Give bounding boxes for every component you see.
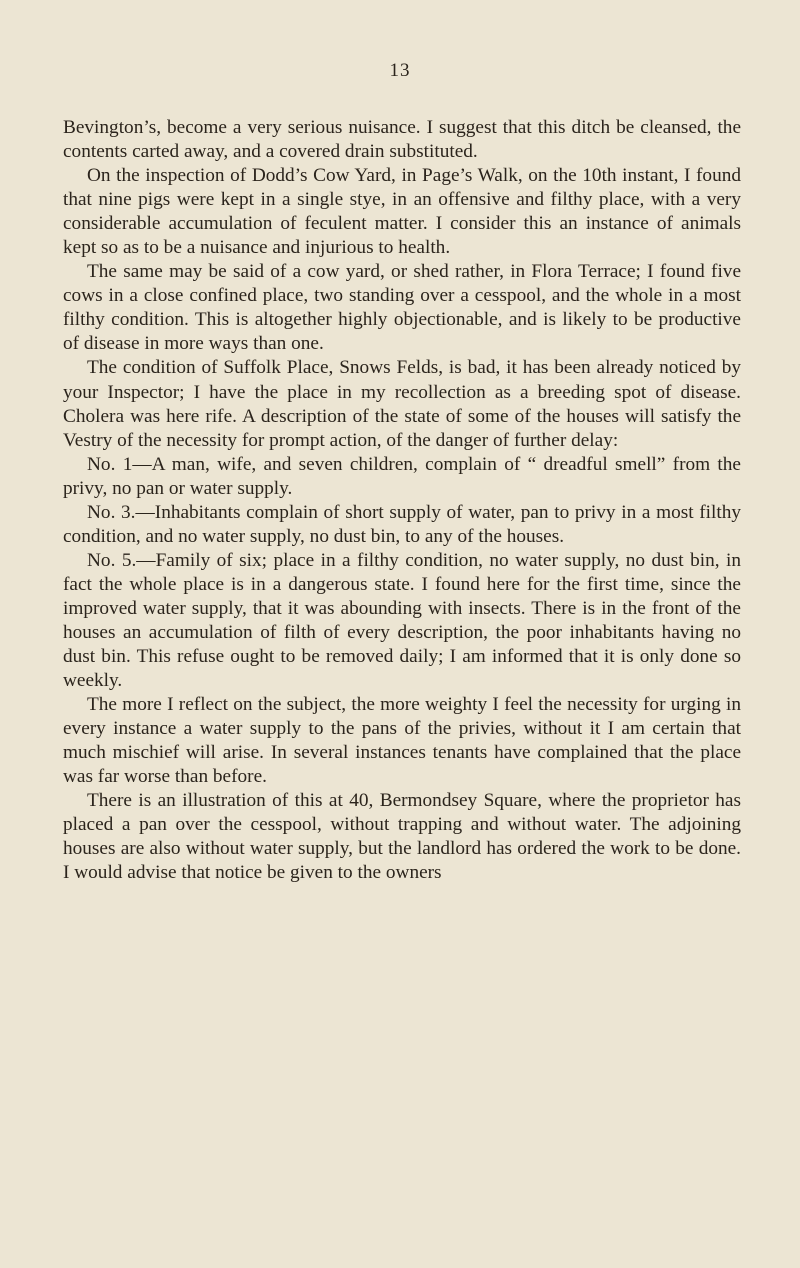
paragraph-1: Bevington’s, become a very serious nuisance. I suggest that this ditch be cleansed, the contents carted away, and a covered drain substituted. — [63, 117, 741, 163]
paragraph-2: On the inspection of Dodd’s Cow Yard, in Page’s Walk, on the 10th instant, I found that nine pigs were kept in a single stye, in an offensive and filthy place, with a very considerable accumulation of feculent matter. I consider this an instance of animals kept so as to be a nuisance and injurious to health. — [63, 165, 741, 259]
paragraph-6: No. 3.—Inhabitants complain of short supply of water, pan to privy in a most filthy condition, and no water supply, no dust bin, to any of the houses. — [63, 501, 741, 547]
paragraph-3: The same may be said of a cow yard, or shed rather, in Flora Terrace; I found five cows in a close confined place, two standing over a cesspool, and the whole in a most filthy condition. This is altogether highly objectionable, and is likely to be productive of disease in more ways than one. — [63, 261, 741, 355]
paragraph-5: No. 1—A man, wife, and seven children, complain of “ dreadful smell” from the privy, no pan or water supply. — [63, 453, 741, 499]
paragraph-8: The more I reflect on the subject, the more weighty I feel the necessity for urging in every instance a water supply to the pans of the privies, without it I am certain that much mischief will arise. In several instances tenants have complained that the place was far worse than before. — [63, 694, 741, 788]
paragraph-9: There is an illustration of this at 40, Bermondsey Square, where the proprietor has placed a pan over the cesspool, without trapping and without water. The adjoining houses are also without water supply, but the landlord has ordered the work to be done. I would advise that notice be given to the owners — [63, 790, 741, 884]
paragraph-4: The condition of Suffolk Place, Snows Felds, is bad, it has been already noticed by your Inspector; I have the place in my recollection as a breeding spot of disease. Cholera was here rife. A description of the state of some of the houses will satisfy the Vestry of the necessity for prompt action, of the danger of further delay: — [63, 357, 741, 451]
body-text — [63, 116, 741, 886]
page-number: 13 — [389, 60, 411, 81]
paragraph-7: No. 5.—Family of six; place in a filthy condition, no water supply, no dust bin, in fact the whole place is in a dangerous state. I found here for the first time, since the improved water supply, that it was abounding with insects. There is in the front of the houses an accumulation of filth of every description, the poor inhabitants having no dust bin. This refuse ought to be removed daily; I am informed that it is only done so weekly. — [63, 549, 741, 692]
